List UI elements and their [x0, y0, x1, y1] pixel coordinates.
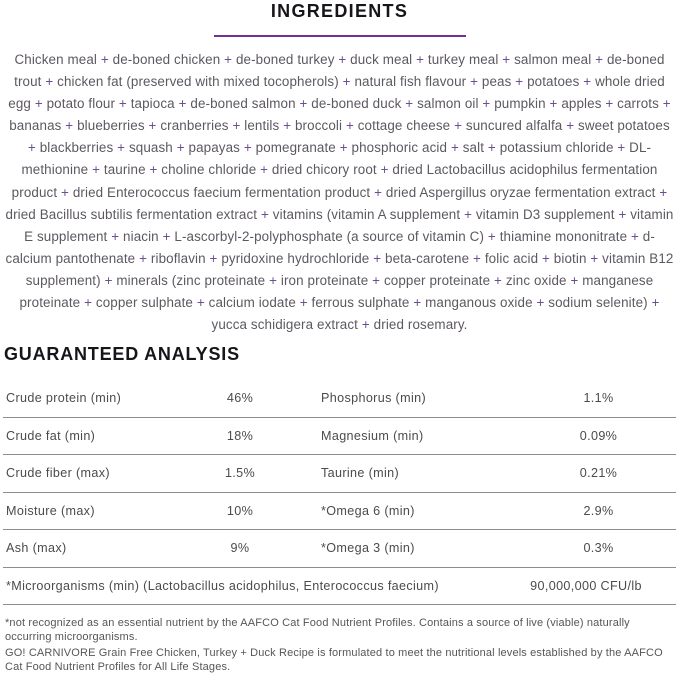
ingredients-title: INGREDIENTS [270, 1, 409, 21]
ingredients-text: Chicken meal + de-boned chicken + de-boned turkey + duck meal + turkey meal + salmon meal + de-boned trout + chicken fat (preserved with mixed tocopherols) + natural fish flavour + peas + potatoes + whole dried egg + potato flour + tapioca + de-boned salmon + de-boned duck + salmon oil + pumpkin + apples + carrots + bananas + blueberries + cranberries + lentils + broccoli + cottage cheese + suncured alfalfa + sweet potatoes + blackberries + squash + papayas + pomegranate + phosphoric acid + salt + potassium chloride + DL-methionine + taurine + choline chloride + dried chicory root + dried Lactobacillus acidophilus fermentation product + dried Enterococcus faecium fermentation product + dried Aspergillus oryzae fermentation extract + dried Bacillus subtilis fermentation extract + vitamins (vitamin A supplement + vitamin D3 supplement + vitamin E supplement + niacin + L-ascorbyl-2-polyphosphate (a source of vitamin C) + thiamine mononitrate + d-calcium pantothenate + riboflavin + pyridoxine hydrochloride + beta-carotene + folic acid + biotin + vitamin B12 supplement) + minerals (zinc proteinate + iron proteinate + copper proteinate + zinc oxide + manganese proteinate + copper sulphate + calcium iodate + ferrous sulphate + manganous oxide + sodium selenite) + yucca schidigera extract + dried rosemary. [5, 52, 674, 333]
analysis-label: *Omega 3 (min) [321, 541, 415, 556]
analysis-value: 90,000,000 CFU/lb [530, 578, 642, 593]
plus-separator: + [566, 118, 575, 134]
plus-separator: + [104, 272, 113, 288]
plus-separator: + [342, 74, 351, 90]
plus-separator: + [413, 295, 422, 311]
plus-separator: + [34, 96, 43, 112]
title-underline [214, 35, 466, 37]
plus-separator: + [65, 118, 74, 134]
plus-separator: + [487, 228, 496, 244]
plus-separator: + [100, 52, 109, 67]
plus-separator: + [416, 52, 425, 67]
plus-separator: + [494, 272, 502, 288]
plus-separator: + [590, 250, 599, 266]
plus-separator: + [482, 96, 491, 112]
plus-separator: + [84, 295, 93, 311]
analysis-label: Crude protein (min) [6, 391, 122, 406]
plus-separator: + [380, 162, 389, 178]
plus-separator: + [583, 74, 592, 90]
analysis-title: GUARANTEED ANALYSIS [4, 344, 240, 364]
analysis-value: 10% [226, 503, 254, 518]
plus-separator: + [470, 74, 479, 90]
plus-separator: + [111, 228, 120, 244]
plus-separator: + [515, 74, 524, 90]
table-row [3, 530, 676, 568]
analysis-label: Crude fat (min) [6, 428, 96, 443]
plus-separator: + [27, 140, 36, 156]
table-row [3, 380, 676, 418]
plus-separator: + [487, 140, 496, 156]
analysis-label: Phosphorus (min) [321, 391, 426, 406]
analysis-label: *Omega 6 (min) [321, 503, 415, 518]
table-row [3, 418, 676, 456]
plus-separator: + [373, 250, 382, 266]
plus-separator: + [536, 295, 545, 311]
footnote-formulation: GO! CARNIVORE Grain Free Chicken, Turkey + Duck Recipe is formulated to meet the nutritional levels established by the AAFCO Cat Food Nutrient Profiles for All Life Stages. [5, 647, 663, 673]
plus-separator: + [662, 96, 671, 112]
analysis-label: Ash (max) [6, 541, 67, 556]
plus-separator: + [118, 96, 127, 112]
plus-separator: + [405, 96, 414, 112]
plus-separator: + [196, 295, 205, 311]
plus-separator: + [617, 140, 626, 156]
plus-separator: + [176, 140, 185, 156]
plus-separator: + [345, 118, 354, 134]
analysis-value: 9% [230, 541, 250, 556]
plus-separator: + [339, 140, 348, 156]
analysis-label: *Microorganisms (min) (Lactobacillus acidophilus, Enterococcus faecium) [6, 578, 439, 593]
analysis-value: 18% [226, 428, 254, 443]
plus-separator: + [269, 272, 278, 288]
plus-separator: + [372, 272, 381, 288]
plus-separator: + [178, 96, 187, 112]
plus-separator: + [361, 317, 370, 333]
plus-separator: + [299, 96, 308, 112]
plus-separator: + [260, 162, 269, 178]
plus-separator: + [595, 52, 604, 67]
analysis-value: 2.9% [583, 503, 614, 518]
plus-separator: + [659, 184, 668, 200]
plus-separator: + [630, 228, 639, 244]
plus-separator: + [232, 118, 241, 134]
table-row [3, 493, 676, 531]
plus-separator: + [224, 52, 233, 67]
footnote-asterisk: *not recognized as an essential nutrient by the AAFCO Cat Food Nutrient Profiles. Contains a source of live (viable) naturally occurring microorganisms. [5, 617, 630, 643]
plus-separator: + [243, 140, 252, 156]
analysis-value: 0.21% [579, 466, 618, 481]
plus-separator: + [605, 96, 614, 112]
plus-separator: + [148, 118, 157, 134]
plus-separator: + [502, 52, 511, 67]
analysis-value: 1.1% [583, 391, 614, 406]
plus-separator: + [618, 206, 627, 222]
analysis-label: Crude fiber (max) [6, 466, 110, 481]
plus-separator: + [374, 184, 383, 200]
plus-separator: + [454, 118, 463, 134]
plus-separator: + [61, 184, 69, 200]
plus-separator: + [542, 250, 550, 266]
analysis-value: 0.09% [579, 428, 618, 443]
plus-separator: + [139, 250, 148, 266]
plus-separator: + [209, 250, 218, 266]
plus-separator: + [283, 118, 292, 134]
plus-separator: + [149, 162, 158, 178]
plus-separator: + [162, 228, 171, 244]
plus-separator: + [464, 206, 473, 222]
plus-separator: + [260, 206, 269, 222]
plus-separator: + [92, 162, 101, 178]
plus-separator: + [473, 250, 481, 266]
plus-separator: + [299, 295, 308, 311]
analysis-value: 0.3% [583, 541, 614, 556]
analysis-table [3, 380, 676, 605]
analysis-label: Magnesium (min) [321, 428, 424, 443]
analysis-label: Taurine (min) [321, 466, 400, 481]
analysis-label: Moisture (max) [6, 503, 95, 518]
plus-separator: + [117, 140, 126, 156]
plus-separator: + [570, 272, 579, 288]
plus-separator: + [450, 140, 459, 156]
plus-separator: + [651, 295, 660, 311]
analysis-value: 1.5% [224, 466, 256, 481]
plus-separator: + [549, 96, 558, 112]
analysis-value: 46% [226, 391, 254, 406]
table-row [3, 455, 676, 493]
plus-separator: + [338, 52, 347, 67]
table-row-microorganisms [3, 568, 676, 606]
plus-separator: + [45, 74, 54, 90]
